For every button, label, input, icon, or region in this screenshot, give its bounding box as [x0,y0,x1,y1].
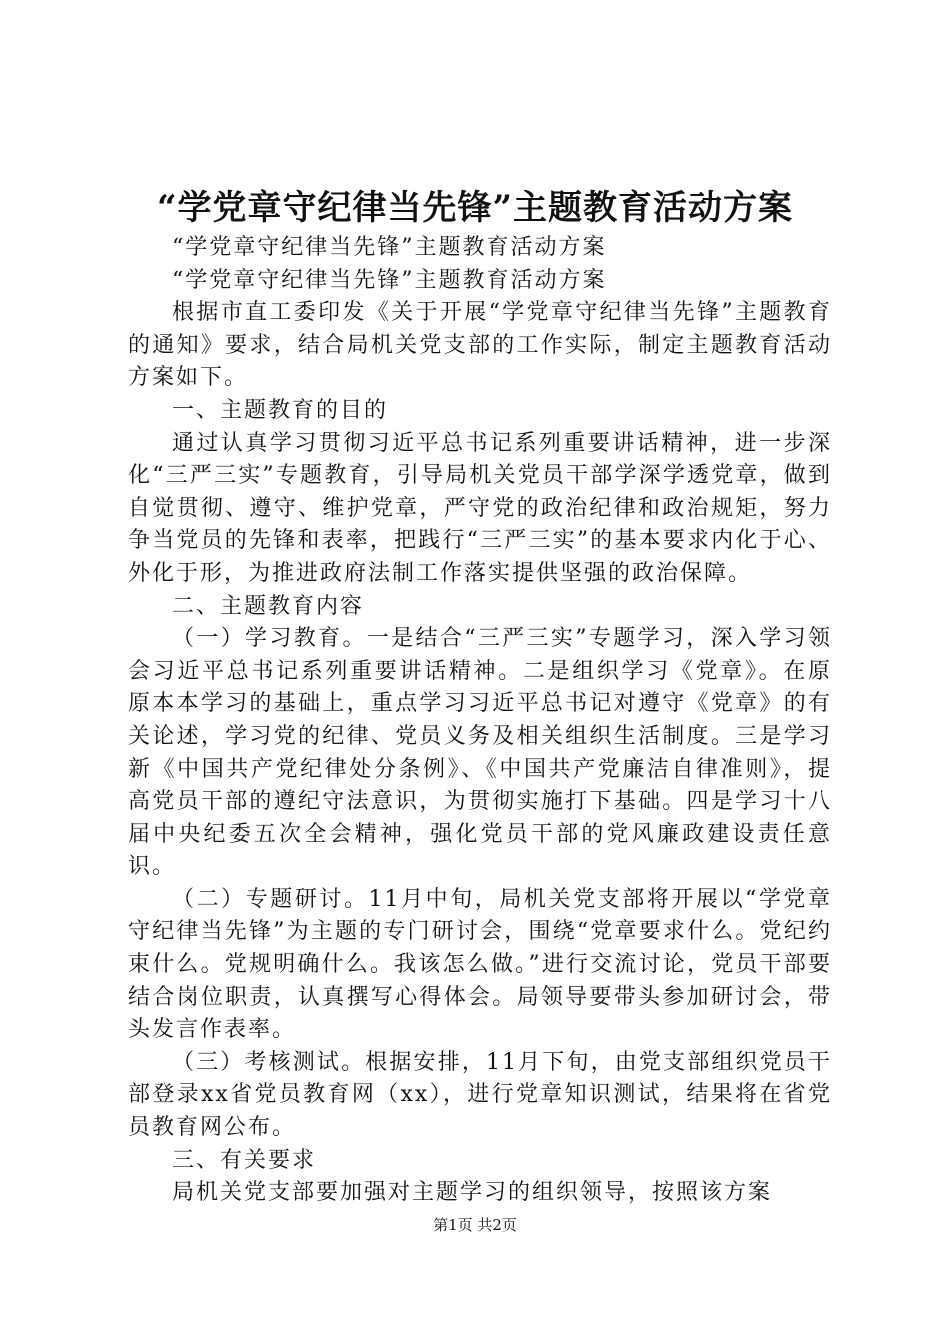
requirements-paragraph: 局机关党支部要加强对主题学习的组织领导，按照该方案 [172,1180,773,1206]
section-heading-purpose: 一、主题教育的目的 [172,397,389,423]
intro-paragraph: 根据市直工委印发《关于开展“学党章守纪律当先锋”主题教育的通知》要求，结合局机关党支部的工作实际，制定主题教育活动方案如下。 [128,300,832,391]
subtitle-line-2: “学党章守纪律当先锋”主题教育活动方案 [172,267,607,293]
subtitle-line-1: “学党章守纪律当先锋”主题教育活动方案 [172,235,607,260]
section-heading-requirements: 三、有关要求 [172,1147,317,1173]
document-title: “学党章守纪律当先锋”主题教育活动方案 [156,188,794,228]
assessment-paragraph: （三）考核测试。根据安排，11月下旬，由党支部组织党员干部登录xx省党员教育网（xx），进行党章知识测试，结果将在省党员教育网公布。 [128,1049,832,1141]
document-body [128,232,832,1210]
study-education-paragraph: （一）学习教育。一是结合“三严三实”专题学习，深入学习领会习近平总书记系列重要讲话精神。二是组织学习《党章》。在原原本本学习的基础上，重点学习习近平总书记对遵守《党章》的有关论述，学习党的纪律、党员义务及相关组织生活制度。三是学习新《中国共产党纪律处分条例》、《中国共产党廉洁自律准则》，提高党员干部的遵纪守法意识，为贯彻实施打下基础。四是学习十八届中央纪委五次全会精神，强化党员干部的党风廉政建设责任意识。 [128,626,832,880]
page-number-footer: 第1页 共2页 [433,1216,517,1234]
section-heading-content: 二、主题教育内容 [172,593,365,619]
purpose-paragraph: 通过认真学习贯彻习近平总书记系列重要讲话精神，进一步深化“三严三实”专题教育，引导局机关党员干部学深学透党章，做到自觉贯彻、遵守、维护党章，严守党的政治纪律和政治规矩，努力争当党员的先锋和表率，把践行“三严三实”的基本要求内化于心、外化于形，为推进政府法制工作落实提供坚强的政治保障。 [128,430,832,586]
seminar-paragraph: （二）专题研讨。11月中旬，局机关党支部将开展以“学党章守纪律当先锋”为主题的专门研讨会，围绕“党章要求什么。党纪约束什么。党规明确什么。我该怎么做。”进行交流讨论，党员干部要结合岗位职责，认真撰写心得体会。局领导要带头参加研讨会，带头发言作表率。 [128,886,832,1043]
